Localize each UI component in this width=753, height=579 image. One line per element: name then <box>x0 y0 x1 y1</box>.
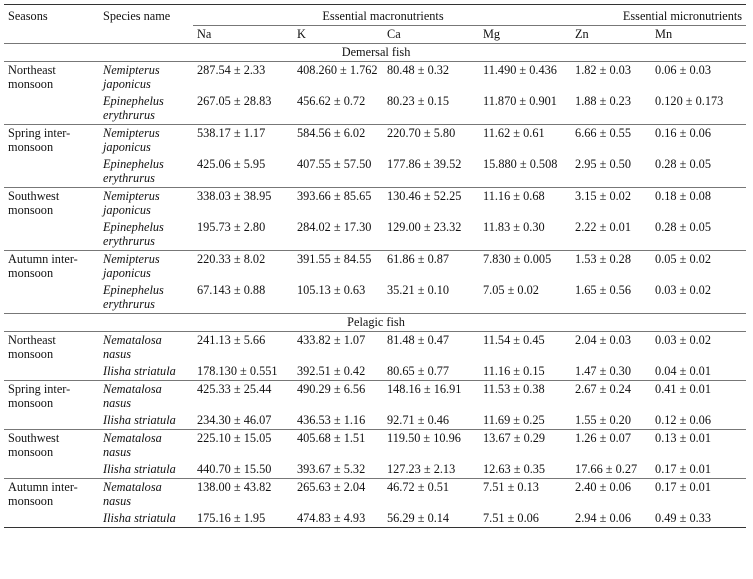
species-cell: Nematalosa nasus <box>103 430 162 459</box>
mn-value-cell: 0.13 ± 0.01 <box>655 430 711 445</box>
species-cell: Ilisha striatula <box>103 510 176 525</box>
table-row <box>4 124 746 156</box>
species-cell: Ilisha striatula <box>103 461 176 476</box>
zn-value-cell: 1.53 ± 0.28 <box>575 251 631 266</box>
zn-value-cell: 1.47 ± 0.30 <box>575 363 631 378</box>
mg-value-cell: 11.62 ± 0.61 <box>483 125 545 140</box>
season-cell: Southwest monsoon <box>8 430 60 459</box>
season-cell: Southwest monsoon <box>8 188 60 217</box>
mn-value-cell: 0.16 ± 0.06 <box>655 125 711 140</box>
mg-value-cell: 7.830 ± 0.005 <box>483 251 552 266</box>
season-cell <box>4 93 99 125</box>
mg-value-cell: 11.83 ± 0.30 <box>483 219 545 234</box>
mn-value-cell: 0.49 ± 0.33 <box>655 510 711 525</box>
k-value-cell: 392.51 ± 0.42 <box>297 363 366 378</box>
na-value-cell: 538.17 ± 1.17 <box>197 125 266 140</box>
season-cell <box>4 363 99 381</box>
ca-value-cell: 46.72 ± 0.51 <box>387 479 450 494</box>
zn-value-cell: 2.22 ± 0.01 <box>575 219 631 234</box>
species-cell: Nemipterus japonicus <box>103 251 160 280</box>
k-value-cell: 391.55 ± 84.55 <box>297 251 372 266</box>
k-value-cell: 105.13 ± 0.63 <box>297 282 366 297</box>
na-value-cell: 338.03 ± 38.95 <box>197 188 272 203</box>
k-value-cell: 474.83 ± 4.93 <box>297 510 366 525</box>
ca-value-cell: 127.23 ± 2.13 <box>387 461 456 476</box>
ca-value-cell: 129.00 ± 23.32 <box>387 219 462 234</box>
table-row <box>4 461 746 479</box>
season-cell <box>4 461 99 479</box>
zn-value-cell: 1.88 ± 0.23 <box>575 93 631 108</box>
ca-value-cell: 61.86 ± 0.87 <box>387 251 450 266</box>
header-row-groups <box>4 5 746 26</box>
k-value-cell: 407.55 ± 57.50 <box>297 156 372 171</box>
header-ca: Ca <box>387 26 401 41</box>
ca-value-cell: 80.23 ± 0.15 <box>387 93 450 108</box>
mn-value-cell: 0.28 ± 0.05 <box>655 219 711 234</box>
table-row <box>4 156 746 188</box>
k-value-cell: 408.260 ± 1.762 <box>297 62 378 77</box>
zn-value-cell: 1.82 ± 0.03 <box>575 62 631 77</box>
header-seasons: Seasons <box>8 9 48 23</box>
header-zn: Zn <box>575 26 589 41</box>
header-macronutrients: Essential macronutrients <box>193 5 571 26</box>
species-cell: Epinephelus erythrurus <box>103 219 164 248</box>
na-value-cell: 440.70 ± 15.50 <box>197 461 272 476</box>
mg-value-cell: 7.51 ± 0.06 <box>483 510 539 525</box>
header-mg: Mg <box>483 26 501 41</box>
ca-value-cell: 81.48 ± 0.47 <box>387 332 450 347</box>
season-cell <box>4 510 99 528</box>
species-cell: Nematalosa nasus <box>103 479 162 508</box>
header-mn: Mn <box>655 26 673 41</box>
ca-value-cell: 35.21 ± 0.10 <box>387 282 450 297</box>
ca-value-cell: 119.50 ± 10.96 <box>387 430 461 445</box>
mn-value-cell: 0.120 ± 0.173 <box>655 93 724 108</box>
k-value-cell: 490.29 ± 6.56 <box>297 381 366 396</box>
mn-value-cell: 0.12 ± 0.06 <box>655 412 711 427</box>
zn-value-cell: 2.67 ± 0.24 <box>575 381 631 396</box>
k-value-cell: 393.66 ± 85.65 <box>297 188 372 203</box>
header-blank-1 <box>4 25 99 43</box>
k-value-cell: 265.63 ± 2.04 <box>297 479 366 494</box>
mn-value-cell: 0.05 ± 0.02 <box>655 251 711 266</box>
section-header-row <box>4 313 746 331</box>
species-cell: Epinephelus erythrurus <box>103 156 164 185</box>
species-cell: Ilisha striatula <box>103 363 176 378</box>
season-cell <box>4 282 99 314</box>
ca-value-cell: 56.29 ± 0.14 <box>387 510 450 525</box>
season-cell: Autumn inter-monsoon <box>8 479 78 508</box>
table-row <box>4 187 746 219</box>
zn-value-cell: 2.94 ± 0.06 <box>575 510 631 525</box>
table-row <box>4 282 746 314</box>
zn-value-cell: 2.95 ± 0.50 <box>575 156 631 171</box>
zn-value-cell: 2.04 ± 0.03 <box>575 332 631 347</box>
mg-value-cell: 11.53 ± 0.38 <box>483 381 545 396</box>
ca-value-cell: 92.71 ± 0.46 <box>387 412 450 427</box>
mn-value-cell: 0.06 ± 0.03 <box>655 62 711 77</box>
zn-value-cell: 1.55 ± 0.20 <box>575 412 631 427</box>
season-cell: Northeast monsoon <box>8 62 56 91</box>
table-row <box>4 331 746 363</box>
k-value-cell: 456.62 ± 0.72 <box>297 93 366 108</box>
table-row <box>4 380 746 412</box>
na-value-cell: 175.16 ± 1.95 <box>197 510 266 525</box>
table-body <box>4 43 746 527</box>
header-micronutrients: Essential micronutrients <box>571 5 746 26</box>
na-value-cell: 241.13 ± 5.66 <box>197 332 266 347</box>
ca-value-cell: 177.86 ± 39.52 <box>387 156 462 171</box>
na-value-cell: 287.54 ± 2.33 <box>197 62 266 77</box>
zn-value-cell: 6.66 ± 0.55 <box>575 125 631 140</box>
season-cell: Spring inter-monsoon <box>8 125 71 154</box>
header-k: K <box>297 26 306 41</box>
k-value-cell: 584.56 ± 6.02 <box>297 125 366 140</box>
section-title: Pelagic fish <box>347 314 405 329</box>
nutrient-table <box>4 4 746 528</box>
header-na: Na <box>197 26 212 41</box>
na-value-cell: 225.10 ± 15.05 <box>197 430 272 445</box>
season-cell <box>4 156 99 188</box>
section-title: Demersal fish <box>341 44 411 59</box>
mn-value-cell: 0.41 ± 0.01 <box>655 381 711 396</box>
header-species-name: Species name <box>103 9 171 23</box>
mg-value-cell: 7.05 ± 0.02 <box>483 282 539 297</box>
species-cell: Nemipterus japonicus <box>103 125 160 154</box>
k-value-cell: 433.82 ± 1.07 <box>297 332 366 347</box>
table-row <box>4 363 746 381</box>
nutrient-table-container <box>4 4 746 528</box>
mg-value-cell: 11.16 ± 0.68 <box>483 188 545 203</box>
mg-value-cell: 11.490 ± 0.436 <box>483 62 557 77</box>
ca-value-cell: 80.65 ± 0.77 <box>387 363 450 378</box>
zn-value-cell: 1.65 ± 0.56 <box>575 282 631 297</box>
k-value-cell: 405.68 ± 1.51 <box>297 430 366 445</box>
table-row <box>4 429 746 461</box>
season-cell <box>4 219 99 251</box>
zn-value-cell: 2.40 ± 0.06 <box>575 479 631 494</box>
season-cell <box>4 412 99 430</box>
ca-value-cell: 148.16 ± 16.91 <box>387 381 462 396</box>
mn-value-cell: 0.04 ± 0.01 <box>655 363 711 378</box>
mn-value-cell: 0.03 ± 0.02 <box>655 282 711 297</box>
k-value-cell: 284.02 ± 17.30 <box>297 219 372 234</box>
season-cell: Spring inter-monsoon <box>8 381 71 410</box>
header-row-elements <box>4 25 746 43</box>
table-row <box>4 93 746 125</box>
ca-value-cell: 130.46 ± 52.25 <box>387 188 462 203</box>
species-cell: Nemipterus japonicus <box>103 188 160 217</box>
mg-value-cell: 7.51 ± 0.13 <box>483 479 539 494</box>
mg-value-cell: 11.870 ± 0.901 <box>483 93 557 108</box>
table-row <box>4 478 746 510</box>
zn-value-cell: 3.15 ± 0.02 <box>575 188 631 203</box>
mg-value-cell: 15.880 ± 0.508 <box>483 156 558 171</box>
species-cell: Epinephelus erythrurus <box>103 93 164 122</box>
mg-value-cell: 11.54 ± 0.45 <box>483 332 545 347</box>
mn-value-cell: 0.17 ± 0.01 <box>655 479 711 494</box>
mn-value-cell: 0.18 ± 0.08 <box>655 188 711 203</box>
mn-value-cell: 0.28 ± 0.05 <box>655 156 711 171</box>
na-value-cell: 234.30 ± 46.07 <box>197 412 272 427</box>
mg-value-cell: 13.67 ± 0.29 <box>483 430 546 445</box>
ca-value-cell: 220.70 ± 5.80 <box>387 125 456 140</box>
section-header-row <box>4 43 746 61</box>
na-value-cell: 67.143 ± 0.88 <box>197 282 266 297</box>
table-row <box>4 250 746 282</box>
k-value-cell: 393.67 ± 5.32 <box>297 461 366 476</box>
ca-value-cell: 80.48 ± 0.32 <box>387 62 450 77</box>
species-cell: Ilisha striatula <box>103 412 176 427</box>
na-value-cell: 425.06 ± 5.95 <box>197 156 266 171</box>
na-value-cell: 138.00 ± 43.82 <box>197 479 272 494</box>
table-row <box>4 412 746 430</box>
na-value-cell: 220.33 ± 8.02 <box>197 251 266 266</box>
mg-value-cell: 12.63 ± 0.35 <box>483 461 546 476</box>
species-cell: Epinephelus erythrurus <box>103 282 164 311</box>
season-cell: Autumn inter-monsoon <box>8 251 78 280</box>
na-value-cell: 267.05 ± 28.83 <box>197 93 272 108</box>
na-value-cell: 195.73 ± 2.80 <box>197 219 266 234</box>
zn-value-cell: 17.66 ± 0.27 <box>575 461 638 476</box>
mg-value-cell: 11.16 ± 0.15 <box>483 363 545 378</box>
species-cell: Nematalosa nasus <box>103 381 162 410</box>
na-value-cell: 425.33 ± 25.44 <box>197 381 272 396</box>
table-row <box>4 219 746 251</box>
season-cell: Northeast monsoon <box>8 332 56 361</box>
zn-value-cell: 1.26 ± 0.07 <box>575 430 631 445</box>
mn-value-cell: 0.03 ± 0.02 <box>655 332 711 347</box>
species-cell: Nemipterus japonicus <box>103 62 160 91</box>
k-value-cell: 436.53 ± 1.16 <box>297 412 366 427</box>
na-value-cell: 178.130 ± 0.551 <box>197 363 278 378</box>
species-cell: Nematalosa nasus <box>103 332 162 361</box>
mg-value-cell: 11.69 ± 0.25 <box>483 412 545 427</box>
mn-value-cell: 0.17 ± 0.01 <box>655 461 711 476</box>
header-blank-2 <box>99 25 193 43</box>
table-row <box>4 61 746 93</box>
table-row <box>4 510 746 528</box>
